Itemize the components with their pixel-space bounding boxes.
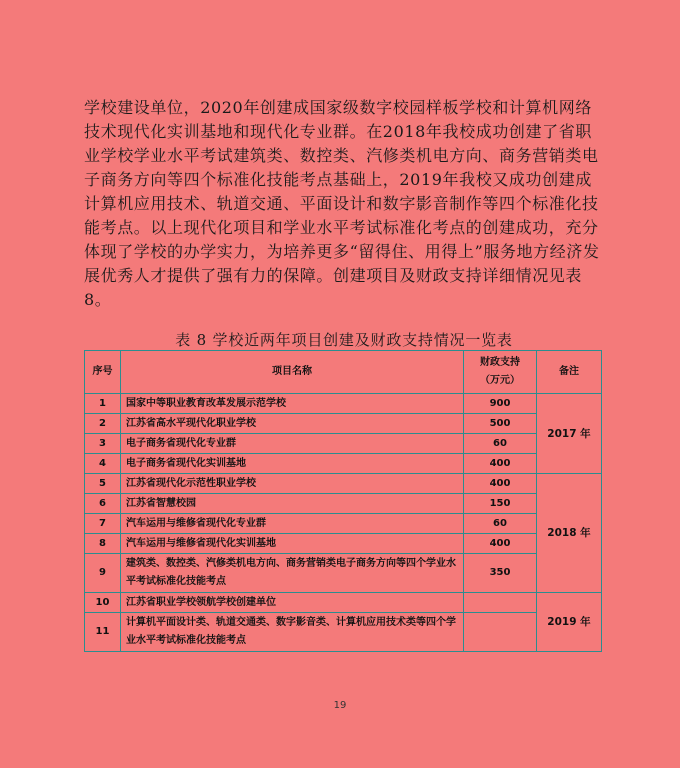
row-index: 8 — [85, 534, 121, 554]
row-funding: 400 — [464, 534, 537, 554]
row-project-name: 国家中等职业教育改革发展示范学校 — [121, 394, 464, 414]
row-index: 7 — [85, 514, 121, 534]
page-number: 19 — [333, 700, 347, 711]
row-index: 11 — [85, 613, 121, 652]
row-project-name: 电子商务省现代化专业群 — [121, 434, 464, 454]
row-project-name: 江苏省现代化示范性职业学校 — [121, 474, 464, 494]
table-row — [85, 534, 602, 554]
header-index: 序号 — [85, 351, 121, 394]
table-row — [85, 514, 602, 534]
table-row — [85, 454, 602, 474]
row-project-name: 汽车运用与维修省现代化专业群 — [121, 514, 464, 534]
row-index: 5 — [85, 474, 121, 494]
row-funding: 500 — [464, 414, 537, 434]
header-note: 备注 — [537, 351, 602, 394]
row-funding: 60 — [464, 434, 537, 454]
year-note-2017: 2017 年 — [537, 394, 602, 474]
funding-table — [84, 350, 602, 652]
table-row — [85, 394, 602, 414]
header-funding — [464, 351, 537, 394]
row-funding: 400 — [464, 454, 537, 474]
row-project-name: 建筑类、数控类、汽修类机电方向、商务营销类电子商务方向等四个学业水平考试标准化技能考点 — [121, 554, 464, 593]
row-funding: 400 — [464, 474, 537, 494]
row-project-name: 电子商务省现代化实训基地 — [121, 454, 464, 474]
row-funding: 350 — [464, 554, 537, 593]
table-row — [85, 414, 602, 434]
header-funding-line2: （万元） — [480, 375, 520, 386]
header-project-name: 项目名称 — [121, 351, 464, 394]
table-row — [85, 593, 602, 613]
table-caption: 表 8 学校近两年项目创建及财政支持情况一览表 — [175, 331, 513, 349]
row-index: 6 — [85, 494, 121, 514]
row-index: 3 — [85, 434, 121, 454]
row-index: 1 — [85, 394, 121, 414]
table-row — [85, 613, 602, 652]
header-funding-line1: 财政支持 — [480, 357, 520, 368]
row-funding: 60 — [464, 514, 537, 534]
row-funding: 150 — [464, 494, 537, 514]
row-index: 2 — [85, 414, 121, 434]
row-funding — [464, 593, 537, 613]
table-row — [85, 434, 602, 454]
row-index: 9 — [85, 554, 121, 593]
row-project-name: 江苏省智慧校园 — [121, 494, 464, 514]
table-row — [85, 494, 602, 514]
table-header-row — [85, 351, 602, 394]
row-project-name: 计算机平面设计类、轨道交通类、数字影音类、计算机应用技术类等四个学业水平考试标准化技能考点 — [121, 613, 464, 652]
row-funding — [464, 613, 537, 652]
table-row — [85, 474, 602, 494]
year-note-2018: 2018 年 — [537, 474, 602, 593]
body-paragraph: 学校建设单位，2020年创建成国家级数字校园样板学校和计算机网络技术现代化实训基地和现代化专业群。在2018年我校成功创建了省职业学校学业水平考试建筑类、数控类、汽修类机电方向、商务营销类电子商务方向等四个标准化技能考点基础上，2019年我校又成功创建成计算机应用技术、轨道交通、平面设计和数字影音制作等四个标准化技能考点。以上现代化项目和学业水平考试标准化考点的创建成功，充分体现了学校的办学实力，为培养更多“留得住、用得上”服务地方经济发展优秀人才提供了强有力的保障。创建项目及财政支持详细情况见表8。 — [84, 98, 600, 309]
table-row — [85, 554, 602, 593]
row-project-name: 江苏省高水平现代化职业学校 — [121, 414, 464, 434]
year-note-2019: 2019 年 — [537, 593, 602, 652]
row-index: 10 — [85, 593, 121, 613]
row-project-name: 江苏省职业学校领航学校创建单位 — [121, 593, 464, 613]
row-funding: 900 — [464, 394, 537, 414]
row-index: 4 — [85, 454, 121, 474]
row-project-name: 汽车运用与维修省现代化实训基地 — [121, 534, 464, 554]
